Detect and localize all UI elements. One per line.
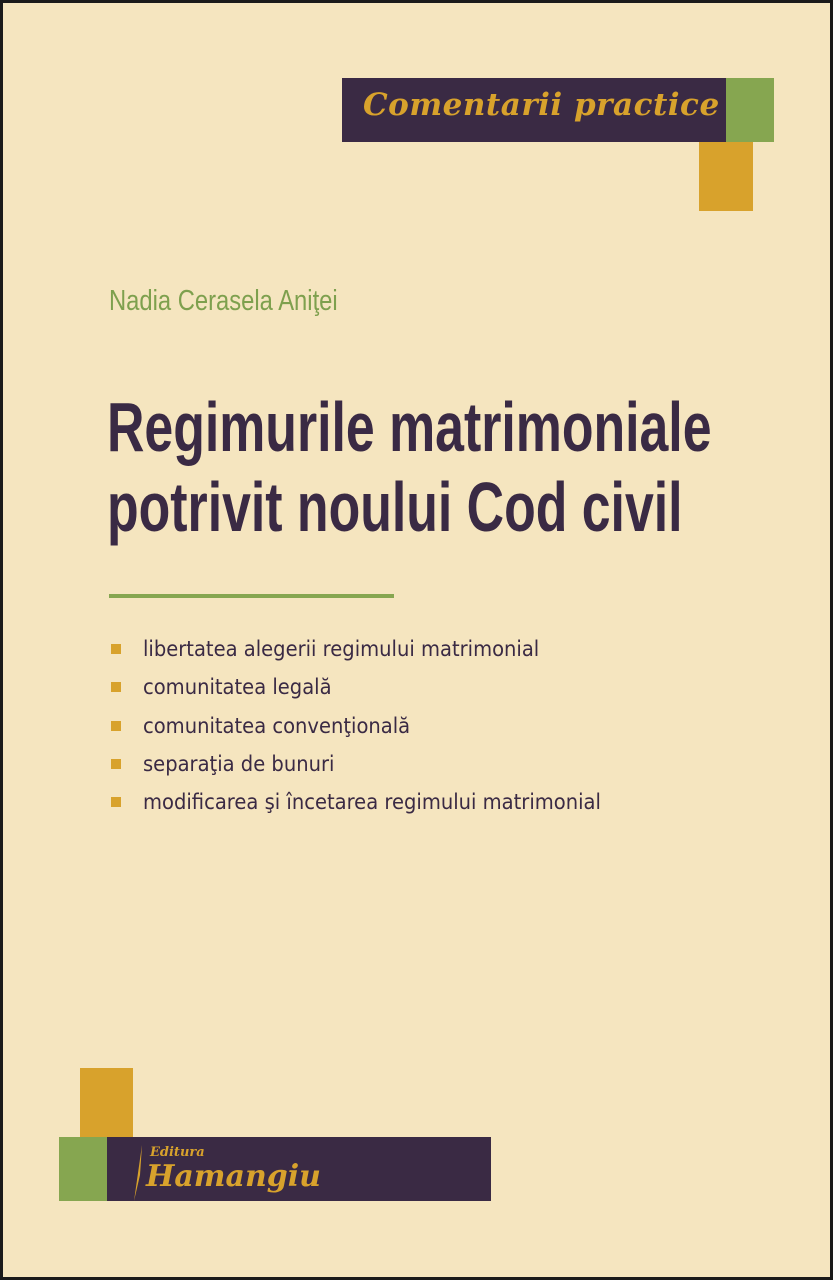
gold-accent-block xyxy=(699,142,753,211)
pen-nib-icon xyxy=(132,1143,146,1203)
bullet-square-icon xyxy=(111,721,121,731)
list-item: comunitatea legală xyxy=(111,668,635,706)
divider xyxy=(109,594,394,598)
title-line-1: Regimurile matrimoniale xyxy=(107,388,712,466)
book-cover: Comentarii practice Nadia Cerasela Aniţei Regimurile matrimoniale potrivit noului Cod civil libertatea alegerii regimului matrimonial comunitatea legală comunitatea convenţională separaţia de bunuri modificarea şi încetarea regimului matrimonial Editura Hamangiu xyxy=(3,3,830,1277)
book-title xyxy=(107,387,712,547)
bullet-square-icon xyxy=(111,797,121,807)
bullet-square-icon xyxy=(111,644,121,654)
bullet-square-icon xyxy=(111,682,121,692)
title-line-2: potrivit noului Cod civil xyxy=(107,468,683,546)
list-item: modificarea şi încetarea regimului matrimonial xyxy=(111,783,635,821)
gold-accent-block-bottom xyxy=(80,1068,133,1137)
green-accent-block-bottom xyxy=(59,1137,107,1201)
series-label: Comentarii practice xyxy=(363,87,720,123)
list-item: libertatea alegerii regimului matrimonial xyxy=(111,630,635,668)
author-name: Nadia Cerasela Aniţei xyxy=(109,285,338,317)
list-item: comunitatea convenţională xyxy=(111,707,635,745)
bullet-square-icon xyxy=(111,759,121,769)
green-accent-block xyxy=(726,78,774,142)
topic-list xyxy=(111,630,635,821)
list-item: separaţia de bunuri xyxy=(111,745,635,783)
